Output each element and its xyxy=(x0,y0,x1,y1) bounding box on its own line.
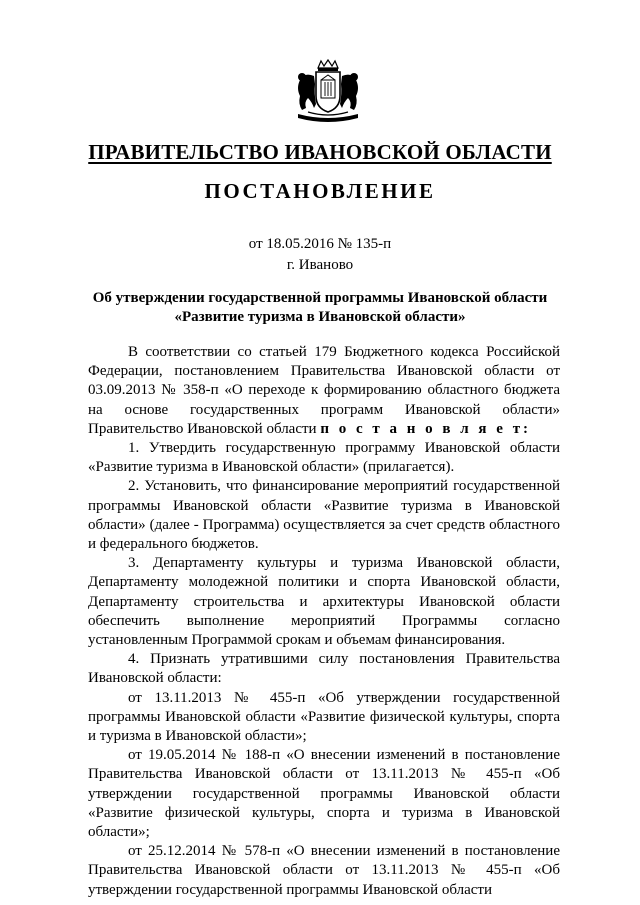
repealed-act-1: от 13.11.2013 № 455-п «Об утверждении государственной программы Ивановской области «Развитие физической культуры, спорта и туризма в Ивановской области»; xyxy=(88,689,560,745)
city: г. Иваново xyxy=(286,257,354,273)
repealed-act-2: от 19.05.2014 № 188-п «О внесении изменений в постановление Правительства Ивановской области от 13.11.2013 № 455-п «Об утверждении государственной программы Ивановской области «Развитие физической культуры, спорта и туризма в Ивановской области»; xyxy=(88,747,560,841)
document-type: ПОСТАНОВЛЕНИЕ xyxy=(204,179,436,203)
decree-word: п о с т а н о в л я е т: xyxy=(320,420,532,437)
body-item-3: 3. Департаменту культуры и туризма Ивановской области, Департаменту молодежной политики и спорта Ивановской области, Департаменту строительства и архитектуры Ивановской области обеспечить выполнение мероприятий Программы согласно установленным Программой срокам и объемам финансирования. xyxy=(88,555,560,649)
repealed-act-3: от 25.12.2014 № 578-п «О внесении изменений в постановление Правительства Ивановской области от 13.11.2013 № 455-п «Об утверждении государственной программы Ивановской области xyxy=(88,843,560,898)
date-number: от 18.05.2016 № 135-п xyxy=(248,236,392,252)
body-item-4: 4. Признать утратившими силу постановления Правительства Ивановской области: xyxy=(88,651,560,687)
document-subject xyxy=(80,289,560,327)
coat-of-arms-icon xyxy=(288,58,368,124)
preamble-paragraph xyxy=(88,343,560,439)
document-body xyxy=(88,343,560,900)
body-item-1: 1. Утвердить государственную программу Ивановской области «Развитие туризма в Ивановской области» (прилагается). xyxy=(88,440,560,476)
government-title: ПРАВИТЕЛЬСТВО ИВАНОВСКОЙ ОБЛАСТИ xyxy=(88,140,552,164)
subject-line-1: Об утверждении государственной программы Ивановской области xyxy=(92,290,548,306)
subject-line-2: «Развитие туризма в Ивановской области» xyxy=(174,309,466,325)
body-item-2: 2. Установить, что финансирование мероприятий государственной программы Ивановской области «Развитие туризма в Ивановской области» (далее - Программа) осуществляется за счет средств областного и федерального бюджетов. xyxy=(88,478,560,553)
preamble-text: В соответствии со статьей 179 Бюджетного кодекса Российской Федерации, постановлением Правительства Ивановской области от 03.09.2013 № 358-п «О переходе к формированию областного бюджета на основе государственных программ Ивановской области» Правительство Ивановской области xyxy=(88,344,560,437)
